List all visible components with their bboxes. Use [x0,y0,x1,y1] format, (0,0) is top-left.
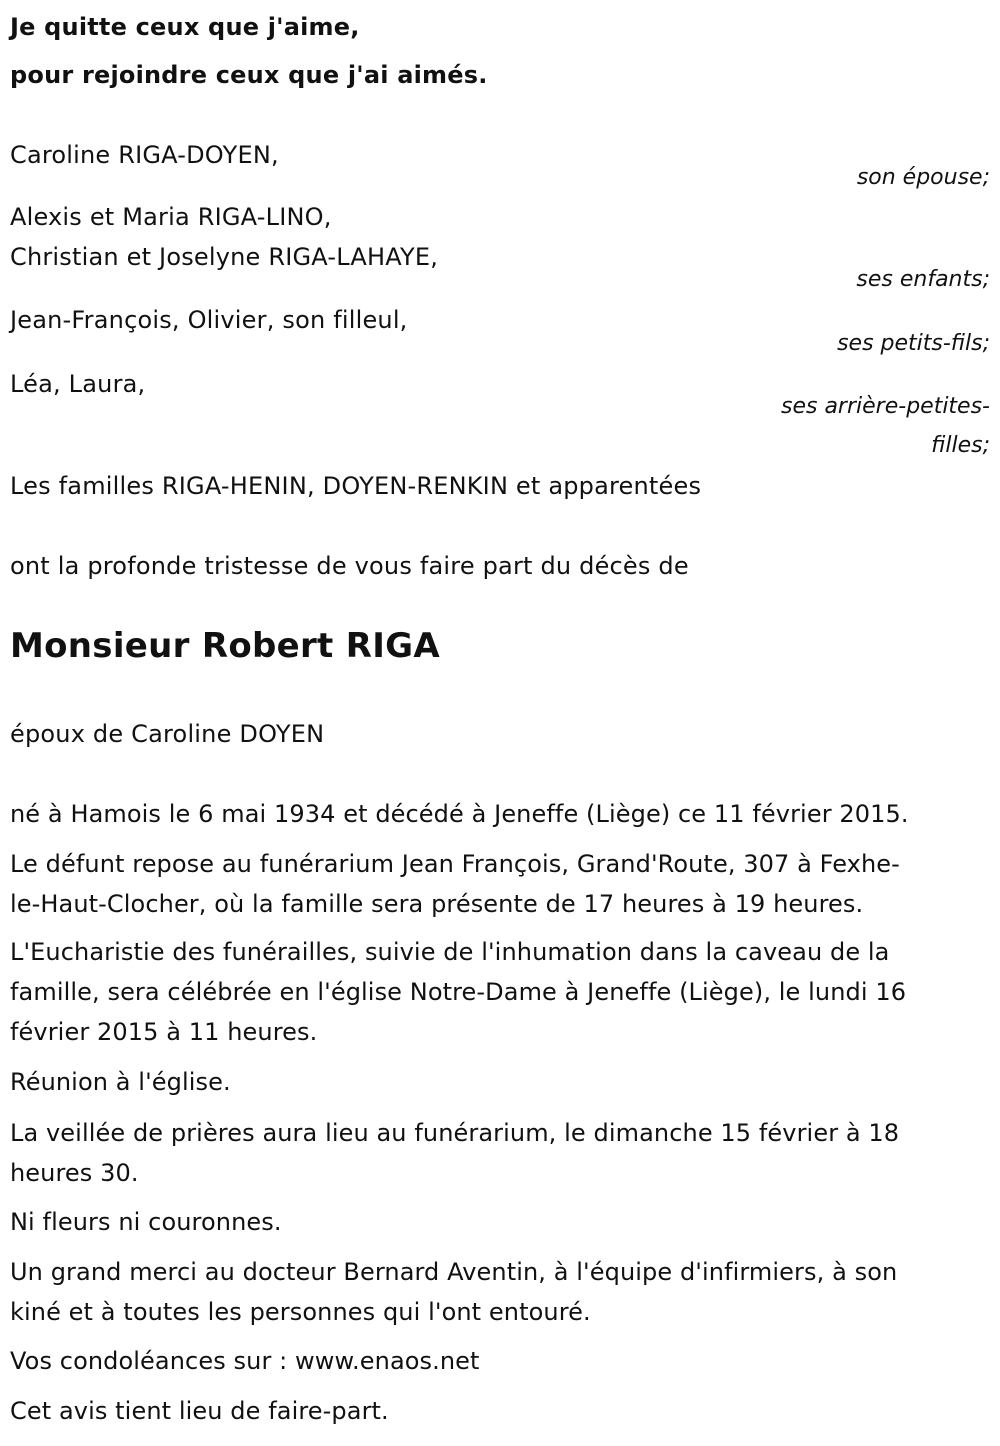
repose-line-1: Le défunt repose au funérarium Jean François, Grand'Route, 307 à Fexhe- [10,850,900,878]
eucharist-line-2: famille, sera célébrée en l'église Notre-Dame à Jeneffe (Liège), le lundi 16 [10,978,907,1006]
spouse-role: son épouse; [856,165,990,190]
flowers-paragraph [10,1202,990,1242]
thanks-line-1: Un grand merci au docteur Bernard Aventin, à l'équipe d'infirmiers, à son [10,1258,898,1286]
vigil-line-1: La veillée de prières aura lieu au funérarium, le dimanche 15 février à 18 [10,1119,900,1147]
eucharist-line-1: L'Eucharistie des funérailles, suivie de l'inhumation dans la caveau de la [10,938,890,966]
repose-paragraph [10,844,990,924]
birth-death-paragraph [10,794,990,834]
notice-paragraph [10,1391,990,1431]
epigraph-line-1: Je quitte ceux que j'aime, [10,13,360,41]
great-granddaughters-role-line-1: ses arrière-petites- [781,394,990,419]
birth-death-text: né à Hamois le 6 mai 1934 et décédé à Jeneffe (Liège) ce 11 février 2015. [10,800,909,828]
extended-families: Les familles RIGA-HENIN, DOYEN-RENKIN et apparentées [10,472,702,500]
spouse-name: Caroline RIGA-DOYEN, [10,141,279,169]
repose-line-2: le-Haut-Clocher, où la famille sera présente de 17 heures à 19 heures. [10,890,864,918]
vigil-paragraph [10,1113,990,1193]
child-name-1: Alexis et Maria RIGA-LINO, [10,203,332,231]
child-name-2: Christian et Joselyne RIGA-LAHAYE, [10,243,439,271]
epigraph-line-2: pour rejoindre ceux que j'ai aimés. [10,61,488,89]
announcement-text: ont la profonde tristesse de vous faire part du décès de [10,552,689,580]
thanks-line-2: kiné et à toutes les personnes qui l'ont entouré. [10,1298,591,1326]
grandsons-names: Jean-François, Olivier, son filleul, [10,306,408,334]
reunion-text: Réunion à l'église. [10,1068,231,1096]
condolences-text: Vos condoléances sur : www.enaos.net [10,1347,480,1375]
grandsons-role: ses petits-fils; [837,331,990,356]
reunion-paragraph [10,1062,990,1102]
great-granddaughters-names: Léa, Laura, [10,370,146,398]
notice-text: Cet avis tient lieu de faire-part. [10,1397,389,1425]
children-role: ses enfants; [856,267,990,292]
deceased-name: Monsieur Robert RIGA [10,626,441,666]
flowers-text: Ni fleurs ni couronnes. [10,1208,282,1236]
eucharist-line-3: février 2015 à 11 heures. [10,1018,318,1046]
thanks-paragraph [10,1252,990,1332]
eucharist-paragraph [10,932,990,1052]
deceased-spouse-of: époux de Caroline DOYEN [10,720,325,748]
great-granddaughters-role-line-2: filles; [931,433,990,458]
condolences-paragraph [10,1341,990,1381]
vigil-line-2: heures 30. [10,1159,139,1187]
